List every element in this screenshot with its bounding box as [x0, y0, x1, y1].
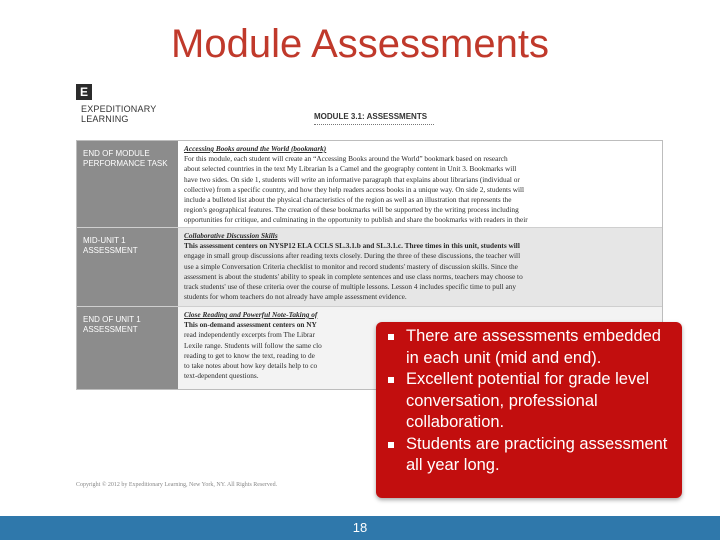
row-heading: Collaborative Discussion Skills — [184, 231, 278, 240]
row-label — [77, 141, 178, 227]
row-line: assessment is about the students' ability to speak in complete sentences and use class norms, teachers may choose to — [184, 271, 523, 281]
row-line: reading to get to know the text, reading to de — [184, 350, 315, 360]
square-bullet-icon — [388, 442, 394, 448]
row-line: text-dependent questions. — [184, 371, 259, 381]
row-line: This on-demand assessment centers on NY — [184, 320, 317, 330]
bullet-text: Excellent potential for grade level conversation, professional collaboration. — [406, 370, 650, 431]
row-label-line: ASSESSMENT — [83, 246, 138, 255]
slide-title: Module Assessments — [171, 22, 549, 66]
row-line: region's geographical features. The creation of these bookmarks will be supported by the writing process including — [184, 205, 519, 215]
row-label-line: END OF MODULE — [83, 149, 150, 158]
row-line: use a simple Conversation Criteria checklist to monitor and record students' mastery of discussion skills. Since the — [184, 261, 518, 271]
row-line: opportunities for critique, and culminating in the opportunity to publish and share the bookmarks with readers in their — [184, 215, 528, 225]
row-line: to take notes about how key details help to co — [184, 361, 318, 371]
row-heading: Close Reading and Powerful Note-Taking of — [184, 310, 318, 319]
row-line: This assessment centers on NYSP12 ELA CCLS SL.3.1.b and SL.3.1.c. Three times in this unit, students will — [184, 241, 520, 251]
row-line: engage in small group discussions after reading texts closely. During the three of these discussions, the teacher will — [184, 251, 521, 261]
row-label — [77, 307, 178, 389]
row-line: collective) from a specific country, and how they help readers access books in a unique way. On side 2, students will — [184, 184, 525, 194]
square-bullet-icon — [388, 377, 394, 383]
row-label-line: END OF UNIT 1 — [83, 315, 141, 324]
callout-box — [376, 322, 682, 498]
row-line: read independently excerpts from The Librar — [184, 330, 315, 340]
page-number: 18 — [352, 520, 368, 535]
row-label-line: PERFORMANCE TASK — [83, 159, 168, 168]
list-item — [388, 326, 672, 369]
list-item — [388, 434, 672, 477]
row-label-line: ASSESSMENT — [83, 325, 138, 334]
row-label — [77, 228, 178, 306]
row-heading: Accessing Books around the World (bookmark) — [184, 144, 327, 153]
row-body — [178, 141, 662, 227]
list-item — [388, 369, 672, 434]
row-body — [178, 228, 662, 306]
row-line: track students' use of these criteria over the course of multiple lessons. Lesson 4 includes specific time to pull any — [184, 282, 517, 292]
row-line: For this module, each student will create an “Accessing Books around the World” bookmark based on research — [184, 154, 508, 164]
module-title: MODULE 3.1: ASSESSMENTS — [314, 112, 434, 125]
row-line — [184, 226, 656, 227]
row-line: include a bulleted list about the physical characteristics of the region as well as an illustration that represents the — [184, 195, 512, 205]
table-row — [77, 228, 662, 307]
table-row — [77, 141, 662, 228]
expeditionary-learning-logo-icon: E — [76, 84, 92, 100]
copyright-notice: Copyright © 2012 by Expeditionary Learning, New York, NY. All Rights Reserved. — [76, 482, 278, 488]
logo-line: LEARNING — [81, 114, 129, 124]
callout-bullet-list — [388, 326, 672, 477]
row-line: about selected countries in the text My Librarian Is a Camel and the geography content in Unit 3. Bookmarks will — [184, 164, 517, 174]
logo-text — [81, 104, 171, 124]
bullet-text: Students are practicing assessment all year long. — [406, 434, 668, 474]
row-line: students for whom teachers do not already have ample assessment evidence. — [184, 292, 407, 302]
row-label-line: MID-UNIT 1 — [83, 236, 126, 245]
square-bullet-icon — [388, 334, 394, 340]
row-line: have two sides. On side 1, students will write an informative paragraph that explains about librarians (individual or — [184, 174, 520, 184]
bullet-text: There are assessments embedded in each unit (mid and end). — [406, 327, 661, 367]
row-line: Lexile range. Students will follow the same clo — [184, 340, 322, 350]
logo-line: EXPEDITIONARY — [81, 104, 157, 114]
